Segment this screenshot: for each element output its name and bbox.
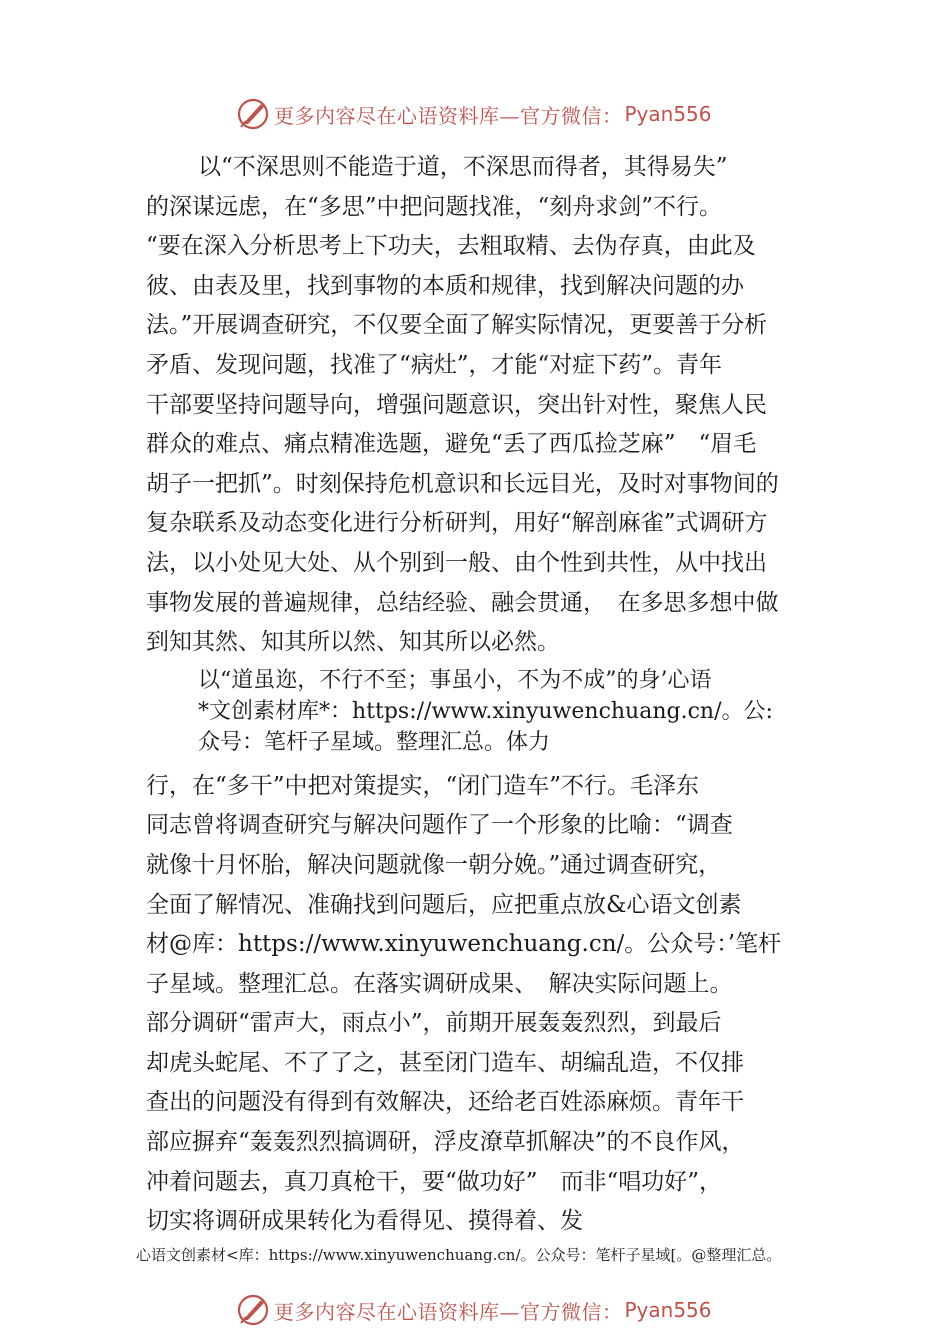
text-line: 彼、由表及里，找到事物的本质和规律，找到解决问题的办 xyxy=(146,272,744,299)
text-line: 干部要坚持问题导向，增强问题意识，突出针对性，聚焦人民 xyxy=(146,391,767,418)
text-line: 复杂联系及动态变化进行分析研判，用好“解剖麻雀”式调研方 xyxy=(146,510,768,537)
text-line: 胡子一把抓”。时刻保持危机意识和长远目光，及时对事物间的 xyxy=(146,470,779,497)
header-banner-text: 更多内容尽在心语资料库—官方微信： xyxy=(274,103,623,128)
text-line: 法，以小处见大处、从个别到一般、由个性到共性，从中找出 xyxy=(146,549,767,576)
header-banner xyxy=(236,94,756,134)
text-line: 就像十月怀胎，解决问题就像一朝分娩。”通过调查研究， xyxy=(146,851,722,878)
text-line: 以“不深思则不能造于道，不深思而得者，其得易失” xyxy=(198,154,728,180)
text-line: *文创素材库*：https://www.xinyuwenchuang.cn/。公: xyxy=(198,698,773,724)
document-body xyxy=(146,148,826,1242)
text-line: 同志曾将调查研究与解决问题作了一个形象的比喻：“调查 xyxy=(146,812,733,839)
header-banner-id: Pyan556 xyxy=(624,102,712,126)
text-line: 查出的问题没有得到有效解决，还给老百姓添麻烦。青年干 xyxy=(146,1089,744,1116)
text-line: 到知其然、知其所以然、知其所以必然。 xyxy=(146,629,560,656)
footer-note: 心语文创素材<库：https://www.xinyuwenchuang.cn/。公众号：笔杆子星域[。@整理汇总。 xyxy=(136,1246,782,1264)
text-line: 以“道虽迩，不行不至；事虽小，不为不成”的身’心语 xyxy=(198,667,712,693)
text-line: 事物发展的普遍规律，总结经验、融会贯通， 在多思多想中做 xyxy=(146,589,779,616)
quill-logo-icon xyxy=(236,1293,270,1327)
paragraph-1 xyxy=(146,148,826,663)
text-line: 材@库：https://www.xinyuwenchuang.cn/。公众号：’笔杆 xyxy=(146,931,782,958)
text-line: 行，在“多干”中把对策提实，“闭门造车”不行。毛泽东 xyxy=(146,772,700,799)
text-line: “要在深入分析思考上下功夫，去粗取精、去伪存真，由此及 xyxy=(146,233,756,260)
text-line: 部应摒弃“轰轰烈烈搞调研，浮皮潦草抓解决”的不良作风， xyxy=(146,1129,745,1156)
text-line: 矛盾、发现问题，找准了“病灶”，才能“对症下药”。青年 xyxy=(146,351,723,378)
text-line: 的深谋远虑，在“多思”中把问题找准，“刻舟求剑”不行。 xyxy=(146,193,723,220)
text-line: 部分调研“雷声大，雨点小”，前期开展轰轰烈烈，到最后 xyxy=(146,1010,722,1037)
paragraph-2-watermark-block xyxy=(146,665,826,758)
footer-banner xyxy=(236,1290,756,1330)
text-line: 切实将调研成果转化为看得见、摸得着、发 xyxy=(146,1208,583,1235)
text-line: 法。”开展调查研究，不仅要全面了解实际情况，更要善于分析 xyxy=(146,312,768,339)
paragraph-2 xyxy=(146,767,826,1242)
footer-banner-id: Pyan556 xyxy=(624,1298,712,1322)
text-line: 却虎头蛇尾、不了了之，甚至闭门造车、胡编乱造，不仅排 xyxy=(146,1049,744,1076)
text-line: 冲着问题去，真刀真枪干，要“做功好” 而非“唱功好”， xyxy=(146,1168,723,1195)
quill-logo-icon xyxy=(236,97,270,131)
text-line: 全面了解情况、准确找到问题后，应把重点放&心语文创素 xyxy=(146,891,742,918)
text-line: 子星域。整理汇总。在落实调研成果、 解决实际问题上。 xyxy=(146,970,733,997)
text-line: 众号：笔杆子星域。整理汇总。体力 xyxy=(198,729,551,755)
footer-banner-text: 更多内容尽在心语资料库—官方微信： xyxy=(274,1299,623,1324)
text-line: 群众的难点、痛点精准选题，避免“丢了西瓜捡芝麻” “眉毛 xyxy=(146,431,757,458)
